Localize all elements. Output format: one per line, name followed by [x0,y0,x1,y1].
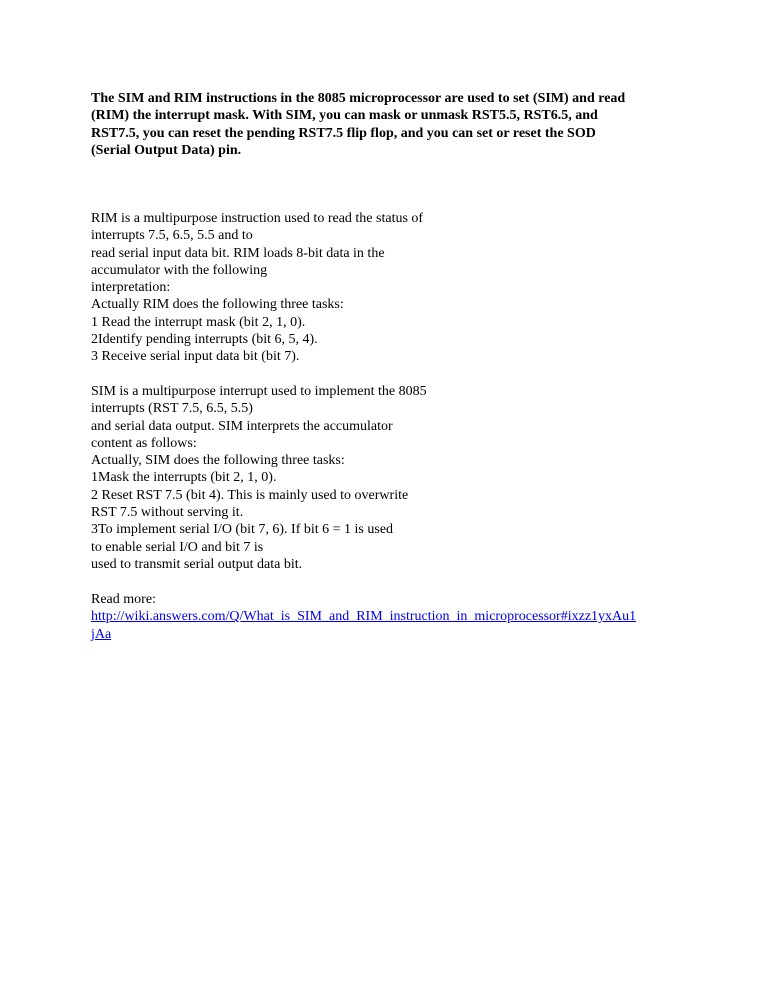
rim-line: interrupts 7.5, 6.5, 5.5 and to [91,228,253,244]
rim-line: 1 Read the interrupt mask (bit 2, 1, 0). [91,314,306,330]
intro-paragraph [91,90,691,159]
sim-line: content as follows: [91,435,197,451]
sim-line: interrupts (RST 7.5, 6.5, 5.5) [91,401,253,417]
sim-line: SIM is a multipurpose interrupt used to implement the 8085 [91,384,427,399]
rim-line: accumulator with the following [91,262,268,278]
intro-line: (Serial Output Data) pin. [91,142,242,158]
sim-line: RST 7.5 without serving it. [91,505,244,521]
sim-line: Actually, SIM does the following three tasks: [91,453,345,469]
read-more-label: Read more: [91,592,156,607]
read-more-section [91,591,711,643]
sim-line: used to transmit serial output data bit. [91,556,303,572]
sim-line: and serial data output. SIM interprets the accumulator [91,418,393,434]
sim-line: 2 Reset RST 7.5 (bit 4). This is mainly used to overwrite [91,487,409,503]
sim-paragraph [91,383,711,573]
sim-line: to enable serial I/O and bit 7 is [91,539,264,555]
intro-line: RST7.5, you can reset the pending RST7.5 flip flop, and you can set or reset the SOD [91,125,596,141]
intro-line: The SIM and RIM instructions in the 8085 microprocessor are used to set (SIM) and read [91,91,626,106]
rim-line: read serial input data bit. RIM loads 8-bit data in the [91,245,385,261]
rim-line: 3 Receive serial input data bit (bit 7). [91,349,300,365]
rim-paragraph [91,210,711,366]
sim-line: 1Mask the interrupts (bit 2, 1, 0). [91,470,277,486]
intro-line: (RIM) the interrupt mask. With SIM, you can mask or unmask RST5.5, RST6.5, and [91,108,598,124]
rim-line: RIM is a multipurpose instruction used to read the status of [91,211,424,226]
rim-line: 2Identify pending interrupts (bit 6, 5, 4). [91,332,318,348]
source-link[interactable]: http://wiki.answers.com/Q/What_is_SIM_and_RIM_instruction_in_microprocessor#ixzz1yxAu1 [91,609,637,625]
source-link-continuation[interactable]: jAa [91,626,112,642]
sim-line: 3To implement serial I/O (bit 7, 6). If bit 6 = 1 is used [91,522,394,538]
rim-line: Actually RIM does the following three tasks: [91,297,344,313]
rim-line: interpretation: [91,280,171,296]
